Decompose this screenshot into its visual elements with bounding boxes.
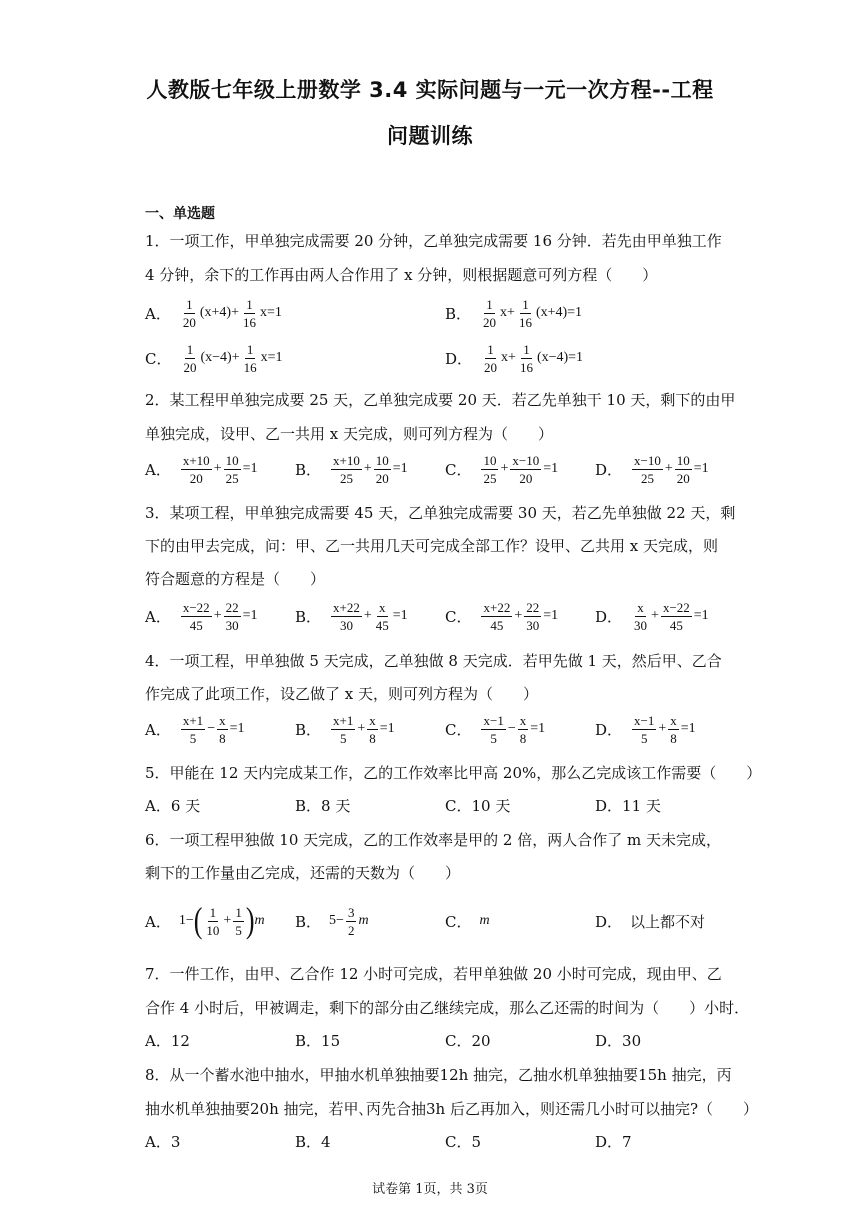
q7-text-line2: 合作 4 小时后，甲被调走，剩下的部分由乙继续完成，那么乙还需的时间为（ ）小时． [145,999,750,1017]
q6-text-line2: 剩下的工作量由乙完成，还需的天数为（ ） [145,864,461,882]
q4-option-d: D． $\frac{x-1}{5}$ + $\frac{x}{8}$ =1 [595,712,696,746]
q5-option-b: B．8 天 [295,797,351,815]
q1-option-b: B． $\frac{1}{20}$ x+ $\frac{1}{16}$ (x+4)=1 [445,296,583,330]
q7-option-c: C．20 [445,1032,491,1050]
q6-option-b: B． 5− $\frac{3}{2}$ m [295,904,369,938]
q3-text-line3: 符合题意的方程是（ ） [145,570,326,588]
q2-option-b: B． $\frac{x+10}{25}$ + $\frac{10}{20}$ =1 [295,452,408,486]
q1-option-a: A． $\frac{1}{20}$ (x+4)+ $\frac{1}{16}$ x=1 [145,296,282,330]
document-title-line1: 人教版七年级上册数学 3.4 实际问题与一元一次方程--工程 [146,78,714,102]
q8-option-a: A．3 [145,1133,181,1151]
q5-option-a: A．6 天 [145,797,201,815]
q3-option-a: A． $\frac{x-22}{45}$ + $\frac{22}{30}$ =1 [145,599,258,633]
q5-option-d: D．11 天 [595,797,661,815]
q6-text-line1: 6．一项工程甲独做 10 天完成，乙的工作效率是甲的 2 倍，两人合作了 m 天未完成， [145,831,722,849]
q3-option-d: D． $\frac{x}{30}$ + $\frac{x-22}{45}$ =1 [595,599,709,633]
document-title-line2: 问题训练 [387,124,473,148]
q2-text-line1: 2．某工程甲单独完成要 25 天，乙单独完成要 20 天．若乙先单独干 10 天，剩下的由甲 [145,391,736,409]
q4-text-line2: 作完成了此项工作，设乙做了 x 天，则可列方程为（ ） [145,685,538,703]
q7-text-line1: 7．一件工作，由甲、乙合作 12 小时可完成，若甲单独做 20 小时可完成，现由甲、乙 [145,965,722,983]
q3-option-c: C． $\frac{x+22}{45}$ + $\frac{22}{30}$ =1 [445,599,559,633]
q3-option-b: B． $\frac{x+22}{30}$ + $\frac{x}{45}$ =1 [295,599,408,633]
q5-option-c: C．10 天 [445,797,511,815]
q2-option-c: C． $\frac{10}{25}$ + $\frac{x-10}{20}$ =1 [445,452,559,486]
q6-option-d: D． 以上都不对 [595,912,706,931]
q1-option-c: C． $\frac{1}{20}$ (x−4)+ $\frac{1}{16}$ x=1 [145,341,283,375]
q1-text-line1: 1．一项工作，甲单独完成需要 20 分钟，乙单独完成需要 16 分钟．若先由甲单独工作 [145,232,722,250]
q4-option-c: C． $\frac{x-1}{5}$ − $\frac{x}{8}$ =1 [445,712,546,746]
q7-option-d: D．30 [595,1032,642,1050]
q2-option-a: A． $\frac{x+10}{20}$ + $\frac{10}{25}$ =1 [145,452,258,486]
page-footer: 试卷第 1页，共 3页 [372,1182,488,1197]
q2-text-line2: 单独完成，设甲、乙一共用 x 天完成，则可列方程为（ ） [145,425,553,443]
q3-text-line1: 3．某项工程，甲单独完成需要 45 天，乙单独完成需要 30 天，若乙先单独做 22 天，剩 [145,504,736,522]
q5-text-line1: 5．甲能在 12 天内完成某工作，乙的工作效率比甲高 20%，那么乙完成该工作需要（ ） [145,764,762,782]
section-heading: 一、单选题 [145,206,215,222]
q7-option-a: A．12 [145,1032,190,1050]
q4-text-line1: 4．一项工程，甲单独做 5 天完成，乙单独做 8 天完成．若甲先做 1 天，然后甲、乙合 [145,652,722,670]
q8-option-b: B．4 [295,1133,331,1151]
q1-option-d: D． $\frac{1}{20}$ x+ $\frac{1}{16}$ (x−4)=1 [445,341,584,375]
q1-text-line2: 4 分钟，余下的工作再由两人合作用了 x 分钟，则根据题意可列方程（ ） [145,266,658,284]
paren-left: ( [193,900,203,941]
q6-option-a: A． 1− ( $\frac{1}{10}$ + $\frac{1}{5}$ ) m [145,900,265,941]
q3-text-line2: 下的由甲去完成，问：甲、乙一共用几天可完成全部工作？设甲、乙共用 x 天完成，则 [145,537,718,555]
q8-option-d: D．7 [595,1133,632,1151]
q4-option-b: B． $\frac{x+1}{5}$ + $\frac{x}{8}$ =1 [295,712,395,746]
q6-option-c: C． m [445,912,490,931]
q7-option-b: B．15 [295,1032,341,1050]
q8-option-c: C．5 [445,1133,482,1151]
q2-option-d: D． $\frac{x-10}{25}$ + $\frac{10}{20}$ =1 [595,452,709,486]
q8-text-line2: 抽水机单独抽要20h 抽完，若甲､丙先合抽3h 后乙再加入，则还需几小时可以抽完?（ ） [145,1100,759,1118]
q8-text-line1: 8．从一个蓄水池中抽水，甲抽水机单独抽要12h 抽完，乙抽水机单独抽要15h 抽完，丙 [145,1066,732,1084]
q4-option-a: A． $\frac{x+1}{5}$ − $\frac{x}{8}$ =1 [145,712,245,746]
paren-right: ) [245,900,255,941]
